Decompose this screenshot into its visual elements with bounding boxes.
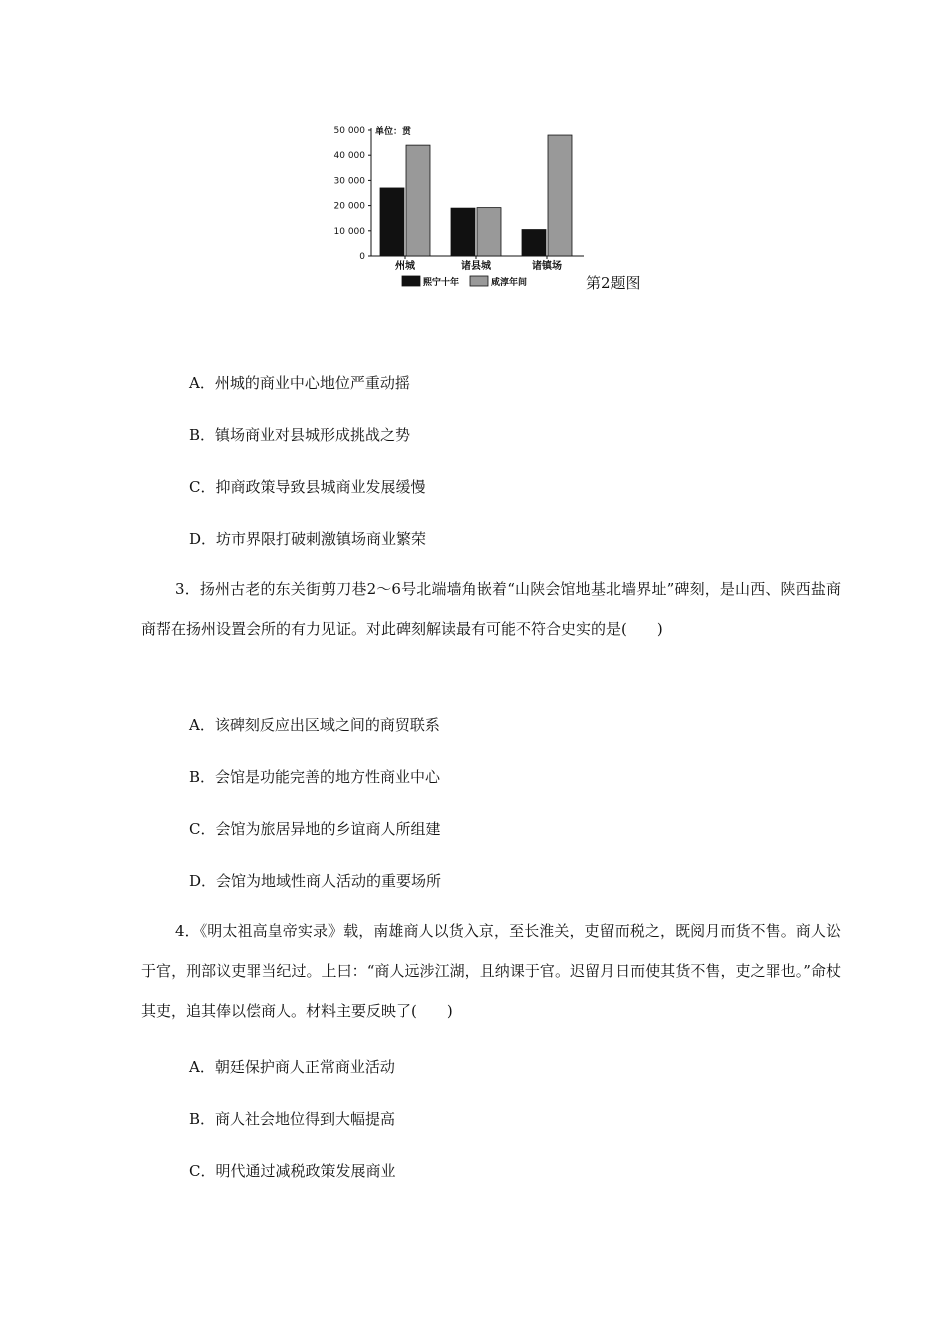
q4-option-b: B．商人社会地位得到大幅提高	[189, 1110, 396, 1128]
q2-option-d: D．坊市界限打破刺激镇场商业繁荣	[189, 530, 427, 548]
q3-stem: 3．扬州古老的东关街剪刀巷2～6号北端墙角嵌着“山陕会馆地基北墙界址”碑刻，是山西、陕西盐商商帮在扬州设置会所的有力见证。对此碑刻解读最有可能不符合史实的是( )	[141, 580, 841, 638]
q3-option-b: B．会馆是功能完善的地方性商业中心	[189, 768, 441, 786]
bar-chart	[320, 116, 590, 296]
bar-series2	[477, 208, 501, 256]
y-tick-label: 10 000	[333, 226, 365, 237]
x-tick-label: 诸镇场	[532, 261, 562, 272]
bar-series1	[522, 230, 546, 256]
q2-option-b: B．镇场商业对县城形成挑战之势	[189, 426, 411, 444]
bar-series2	[406, 145, 430, 256]
y-tick-label: 40 000	[333, 151, 365, 162]
legend-swatch	[470, 276, 488, 286]
legend-label: 咸淳年间	[491, 278, 528, 288]
legend-swatch	[402, 276, 420, 286]
q3-option-a: A．该碑刻反应出区域之间的商贸联系	[189, 716, 440, 734]
q3-option-d: D．会馆为地域性商人活动的重要场所	[189, 872, 442, 890]
bar-series1	[451, 208, 475, 256]
y-tick-label: 30 000	[333, 176, 365, 187]
y-tick-label: 0	[359, 252, 365, 262]
bar-series2	[548, 135, 572, 256]
y-tick-label: 50 000	[333, 126, 365, 136]
q2-option-a: A．州城的商业中心地位严重动摇	[189, 374, 410, 392]
bar-series1	[380, 188, 404, 256]
x-tick-label: 州城	[395, 261, 415, 272]
unit-label: 单位：贯	[375, 127, 412, 137]
q4-option-c: C．明代通过减税政策发展商业	[189, 1162, 396, 1180]
x-tick-label: 诸县城	[461, 261, 491, 272]
q2-option-c: C．抑商政策导致县城商业发展缓慢	[189, 478, 426, 496]
q4-stem: 4．《明太祖高皇帝实录》载，南雄商人以货入京，至长淮关，吏留而税之，既阅月而货不售。商人讼于官，刑部议吏罪当纪过。上曰：“商人远涉江湖，且纳课于官。迟留月日而使其货不售，吏之罪也。”命杖其吏，追其俸以偿商人。材料主要反映了( )	[141, 922, 841, 1020]
y-tick-label: 20 000	[333, 201, 365, 212]
q3-option-c: C．会馆为旅居异地的乡谊商人所组建	[189, 820, 441, 838]
q4-option-a: A．朝廷保护商人正常商业活动	[189, 1058, 395, 1076]
figure-caption: 第2题图	[586, 274, 641, 292]
legend-label: 熙宁十年	[423, 278, 460, 288]
